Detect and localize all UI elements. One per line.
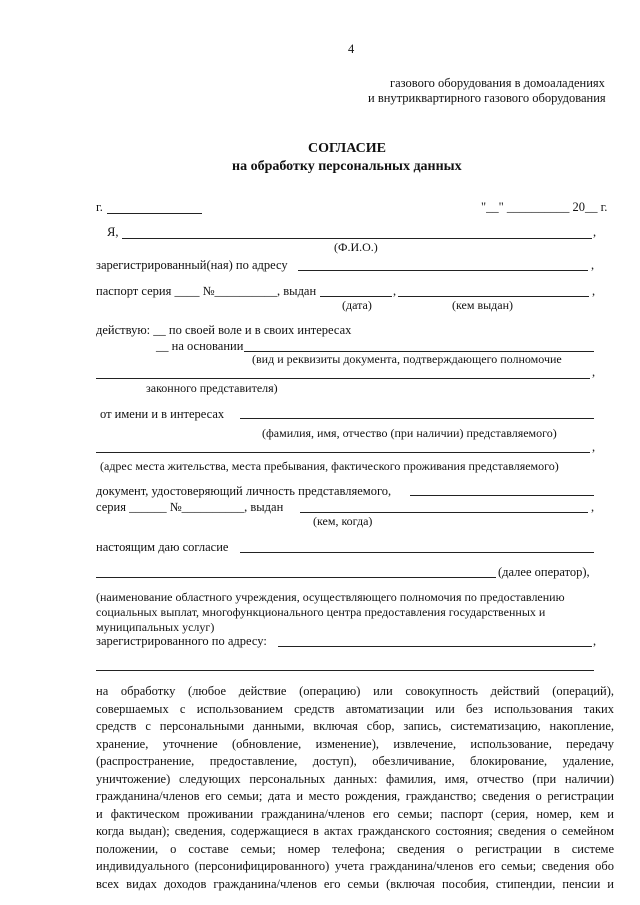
institution-hint-3: муниципальных услуг): [96, 620, 215, 634]
passport-date-field[interactable]: [320, 296, 392, 297]
comma: ,: [593, 225, 597, 239]
comma: ,: [591, 258, 595, 272]
registered-address-field[interactable]: [298, 270, 588, 271]
operator-field[interactable]: [240, 552, 594, 553]
date-line[interactable]: "__" __________ 20__ г.: [481, 200, 608, 214]
paragraph-line: средств с персональными данными, включая сбор, запись, систематизацию, накопление,: [96, 719, 614, 733]
comma: ,: [591, 500, 595, 514]
comma: ,: [592, 440, 596, 454]
represented-name-field[interactable]: [240, 418, 594, 419]
paragraph-line: всех видах доходов гражданина/членов его семьи (включая пособия, стипендии, пенсии и: [96, 876, 614, 891]
comma: ,: [592, 284, 596, 298]
paragraph-line: уничтожение) следующих персональных данных: фамилия, имя, отчество (при наличии): [96, 771, 614, 786]
operator-address-field[interactable]: [278, 646, 592, 647]
issuer-hint: (кем выдан): [452, 298, 514, 312]
acting-label[interactable]: действую: __ по своей воле и в своих интересах: [96, 323, 352, 337]
operator-label: (далее оператор),: [498, 565, 590, 579]
by-whom-hint: (кем, когда): [313, 514, 373, 528]
paragraph-line: на обработку (любое действие (операцию) или совокупность действий (операций),: [96, 684, 614, 698]
fio-hint: (Ф.И.О.): [334, 240, 378, 254]
id-doc-label: документ, удостоверяющий личность представляемого,: [96, 484, 392, 498]
operator-field-continued[interactable]: [96, 577, 496, 578]
comma: ,: [593, 634, 597, 648]
header-line-1: газового оборудования в домоаладениях: [390, 76, 605, 90]
institution-hint-1: (наименование областного учреждения, осуществляющего полномочия по предоставлению: [96, 590, 565, 604]
page-number: 4: [348, 42, 355, 56]
id-doc-field[interactable]: [410, 495, 594, 496]
represented-hint: (фамилия, имя, отчество (при наличии) представляемого): [262, 426, 557, 440]
paragraph-line: (распространение, предоставление, доступ), обезличивание, блокирование, удаление,: [96, 754, 614, 768]
id-doc-issued-field[interactable]: [300, 512, 588, 513]
series-label[interactable]: серия ______ №__________, выдан: [96, 500, 284, 514]
i-label: Я,: [107, 225, 119, 239]
paragraph-line: гражданина/членов его семьи; дата и место рождения, гражданство; сведения о регистрации: [96, 789, 614, 803]
consent-paragraph: [96, 683, 614, 893]
basis-field-continued[interactable]: [96, 378, 590, 379]
city-field[interactable]: [107, 213, 202, 214]
paragraph-line: и фактическом проживании гражданина/членов его семьи; паспорт (серия, номер, кем и: [96, 806, 614, 821]
document-title: СОГЛАСИЕ: [308, 141, 386, 156]
document-subtitle: на обработку персональных данных: [232, 159, 462, 174]
legal-rep-hint: законного представителя): [146, 381, 278, 395]
on-behalf-label: от имени и в интересах: [100, 407, 225, 421]
paragraph-line: совершаемых с использованием средств автоматизации или без использования таких: [96, 701, 614, 716]
fio-field[interactable]: [122, 238, 592, 239]
operator-address-field-continued[interactable]: [96, 670, 594, 671]
document-hint: (вид и реквизиты документа, подтверждающего полномочие: [252, 352, 562, 366]
city-label: г.: [96, 200, 103, 214]
comma: ,: [393, 284, 397, 298]
paragraph-line: положении, о составе семьи; номер телефона; сведения о регистрации в системе: [96, 841, 614, 856]
paragraph-line: индивидуального (персонифицированного) учета гражданина/членов его семьи; сведения обо: [96, 859, 614, 873]
header-line-2: и внутриквартирного газового оборудования: [368, 91, 606, 105]
registered-label: зарегистрированный(ная) по адресу: [96, 258, 288, 272]
institution-hint-2: социальных выплат, многофункционального центра предоставления государственных и: [96, 605, 546, 619]
passport-issuer-field[interactable]: [398, 296, 589, 297]
paragraph-line: хранение, уточнение (обновление, изменение), извлечение, использование, передачу: [96, 736, 614, 751]
paragraph-line: когда выдан); сведения, содержащиеся в актах гражданского состояния; сведения о семейном: [96, 824, 614, 838]
consent-label: настоящим даю согласие: [96, 540, 229, 554]
registered-at-label: зарегистрированного по адресу:: [96, 634, 267, 648]
represented-address-field[interactable]: [96, 452, 590, 453]
comma: ,: [592, 365, 596, 379]
address-hint: (адрес места жительства, места пребывания, фактического проживания представляемого): [100, 459, 559, 473]
passport-label[interactable]: паспорт серия ____ №__________, выдан: [96, 284, 317, 298]
date-hint: (дата): [342, 298, 372, 312]
basis-label[interactable]: __ на основании: [156, 339, 244, 353]
